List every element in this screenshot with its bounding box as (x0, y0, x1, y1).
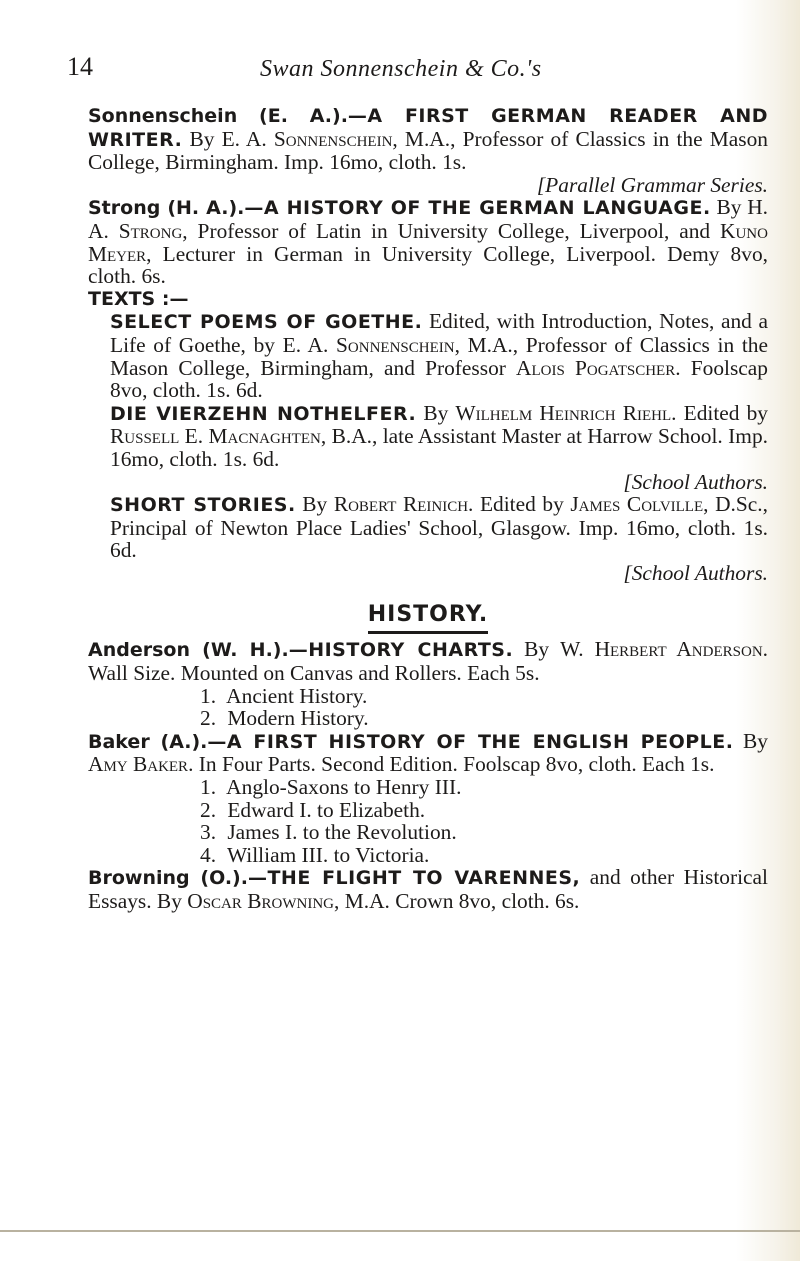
entry-author: Baker (A.). (88, 730, 208, 753)
catalogue-entry (88, 104, 768, 196)
entry-text: Edited by (683, 400, 768, 425)
catalogue-content (88, 104, 768, 913)
catalogue-entry (88, 730, 768, 776)
entry-author-name: Alois Pogatscher. (516, 355, 681, 380)
list-item-number: 4. (200, 842, 217, 867)
entry-text: Edited, with Introduction, Notes, and a Life of Goethe, by (110, 309, 768, 357)
entry-author-name: James Colville, (570, 492, 709, 517)
text-entry (110, 310, 768, 401)
entry-title: —A FIRST HISTORY OF THE ENGLISH PEOPLE. (207, 730, 734, 753)
entry-author: Browning (O.). (88, 867, 248, 890)
text-entry (110, 493, 768, 584)
list-item-text: James I. to the Revolution. (227, 820, 457, 845)
entry-text: Wall Size. Mounted on Canvas and Rollers. Each 5s. (88, 661, 540, 686)
entry-text: M.A., Professor of Classics in the Mason College, Birmingham. Imp. 16mo, cloth. 1s. (88, 126, 768, 175)
entry-text: By (423, 400, 449, 425)
entry-title: DIE VIERZEHN NOTHELFER. (110, 402, 417, 425)
entry-author-name: E. A. Sonnenschein, (282, 332, 460, 357)
catalogue-entry (88, 866, 768, 912)
list-item-number: 2. (200, 706, 217, 731)
series-note: [Parallel Grammar Series. (536, 172, 768, 197)
list-item (88, 776, 768, 799)
entry-author: Strong (H. A.). (88, 197, 245, 220)
entry-text: By (189, 126, 215, 151)
entry-text: Lecturer in German in University College, Liverpool. Demy 8vo, cloth. 6s. (88, 241, 768, 289)
list-item-text: Ancient History. (226, 683, 368, 708)
list-item (88, 799, 768, 822)
texts-label: TEXTS :— (88, 287, 189, 310)
entry-author-name: Oscar Browning, (187, 889, 340, 913)
list-item (88, 685, 768, 708)
volume-list (88, 685, 768, 730)
volume-list (88, 776, 768, 866)
page-number: 14 (67, 52, 93, 81)
running-head: Swan Sonnenschein & Co.'s (260, 56, 542, 82)
entry-title: —A FIRST GERMAN READER AND WRITER. (88, 105, 769, 151)
entry-text: By (743, 728, 768, 753)
text-entry (110, 402, 768, 493)
entry-text: Edited by (479, 492, 564, 517)
entry-author: Anderson (W. H.). (88, 639, 289, 662)
list-item-text: William III. to Victoria. (226, 842, 430, 867)
entry-title: —THE FLIGHT TO VARENNES, (247, 867, 581, 890)
list-item-number: 1. (200, 775, 217, 800)
list-item-text: Anglo-Saxons to Henry III. (226, 775, 462, 800)
entry-author-name: E. A. Sonnenschein, (221, 126, 398, 151)
list-item (88, 844, 768, 867)
entry-text: Professor of Latin in University College, Liverpool, and (197, 218, 711, 243)
entry-text: D.Sc., Principal of Newton Place Ladies' School, Glasgow. Imp. 16mo, cloth. 1s. 6d. (110, 492, 768, 563)
entry-title: —A HISTORY OF THE GERMAN LANGUAGE. (244, 197, 711, 220)
page-edge-line (0, 1230, 800, 1232)
section-heading-text: HISTORY. (368, 602, 489, 634)
entry-text: M.A., Professor of Classics in the Mason College, Birmingham, and Professor (110, 332, 768, 380)
entry-author-name: W. Herbert Anderson. (560, 637, 768, 662)
entry-text: In Four Parts. Second Edition. Foolscap 8vo, cloth. Each 1s. (198, 752, 715, 777)
list-item-text: Edward I. to Elizabeth. (227, 797, 426, 822)
entry-author: Sonnenschein (E. A.). (88, 105, 348, 127)
entry-author-name: Kuno Meyer, (88, 218, 768, 266)
entry-author-name: H. A. Strong, (88, 195, 768, 243)
entry-title: SELECT POEMS OF GOETHE. (110, 311, 423, 334)
list-item (88, 707, 768, 730)
list-item-text: Modern History. (227, 706, 369, 731)
entry-title: —HISTORY CHARTS. (288, 639, 514, 662)
entry-text: B.A., late Assistant Master at Harrow School. Imp. 16mo, cloth. 1s. 6d. (110, 424, 768, 471)
series-note: [School Authors. (623, 469, 768, 494)
entry-title: SHORT STORIES. (110, 494, 296, 517)
entry-author-name: Robert Reinich. (333, 492, 474, 517)
entry-text: Foolscap 8vo, cloth. 1s. 6d. (110, 355, 768, 403)
list-item-number: 2. (200, 797, 217, 822)
series-note: [School Authors. (623, 560, 768, 585)
catalogue-entry (88, 638, 768, 684)
page-header (0, 52, 800, 92)
entry-text: By (302, 492, 328, 517)
entry-author-name: Russell E. Macnaghten, (110, 424, 327, 449)
entry-text: By (716, 195, 742, 220)
entry-text: and other Historical Essays. By (88, 865, 768, 913)
list-item-number: 3. (200, 820, 217, 845)
entry-author-name: Wilhelm Heinrich Riehl. (455, 400, 677, 425)
entry-text: M.A. Crown 8vo, cloth. 6s. (344, 889, 580, 913)
entry-text: By (524, 637, 550, 662)
entry-author-name: Amy Baker. (88, 752, 194, 777)
list-item-number: 1. (200, 683, 217, 708)
section-heading (88, 602, 768, 634)
catalogue-entry (88, 196, 768, 287)
list-item (88, 821, 768, 844)
